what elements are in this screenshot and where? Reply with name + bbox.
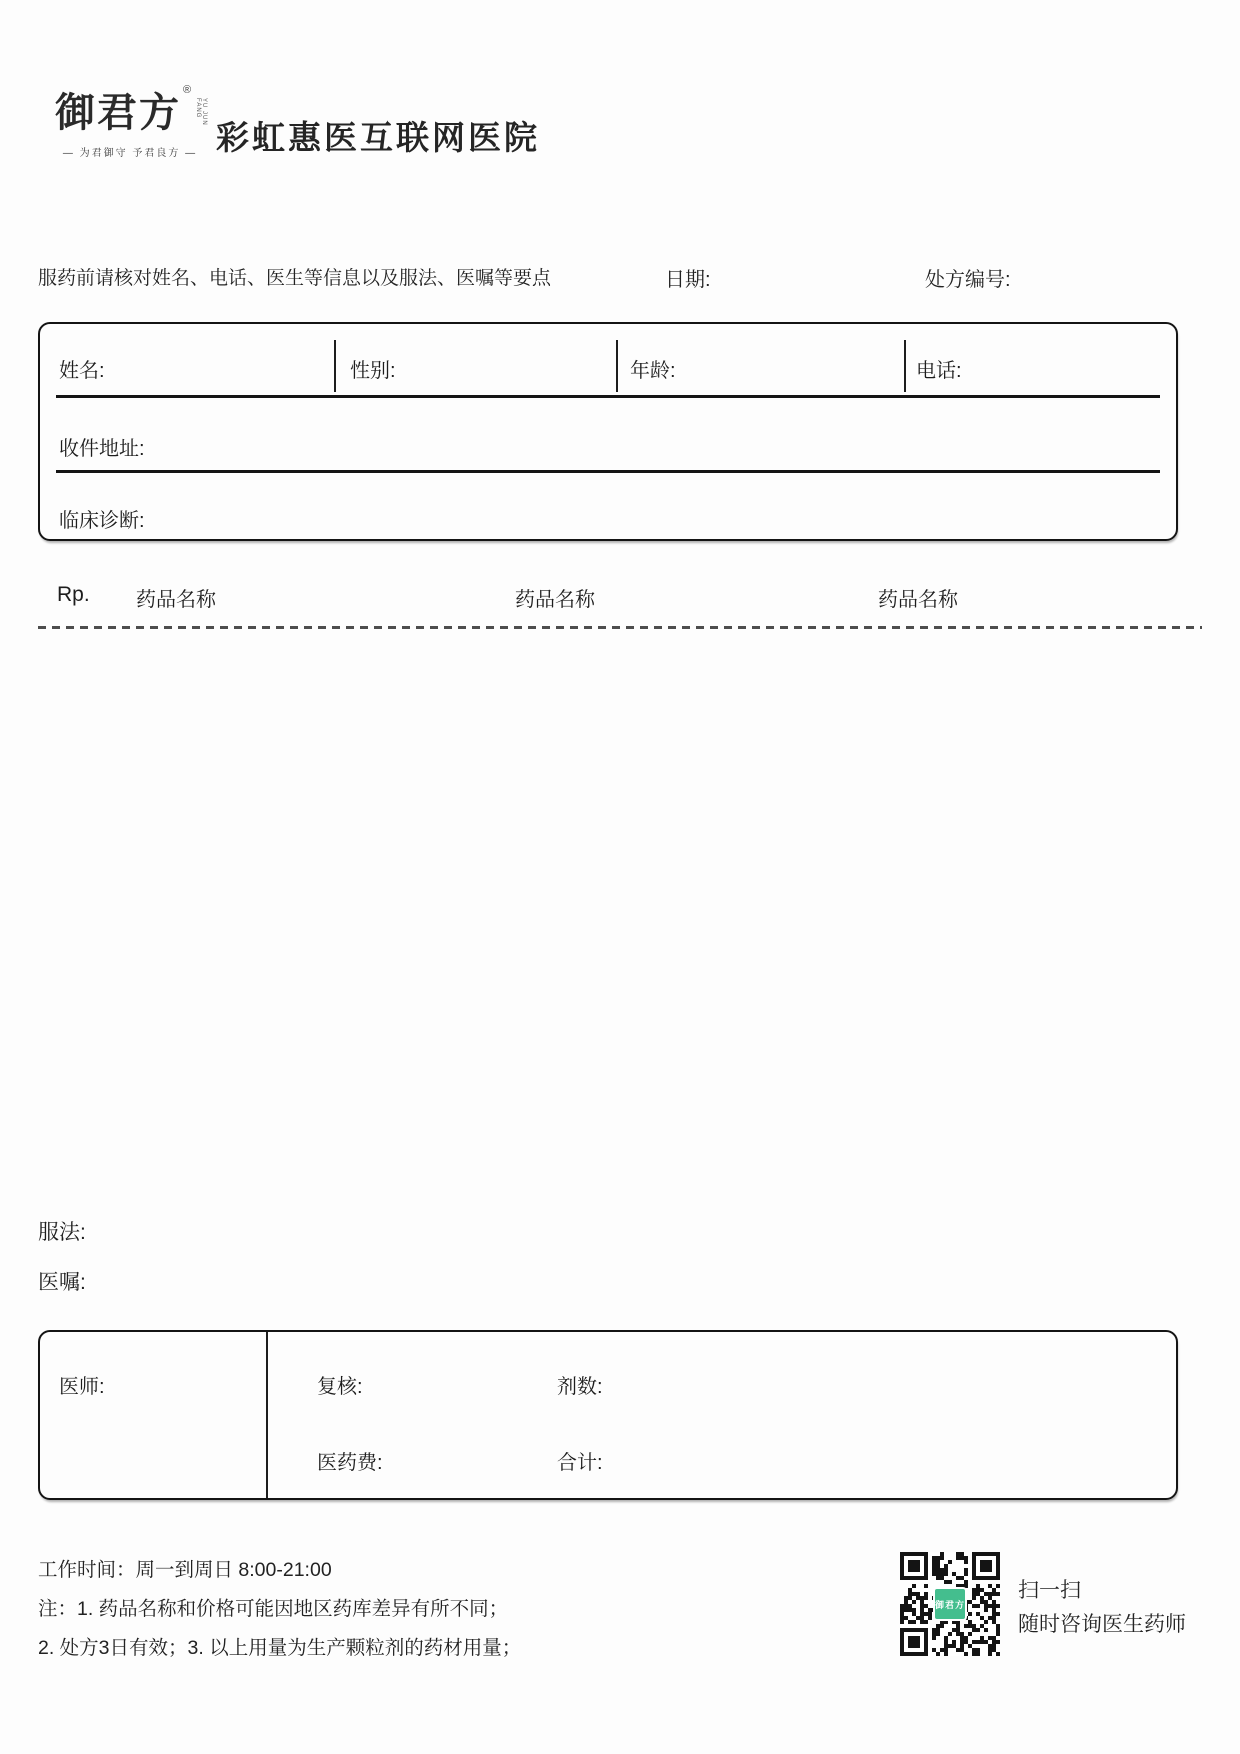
doctor-label: 医师:	[59, 1376, 105, 1398]
field-divider	[616, 340, 618, 392]
review-label: 复核:	[317, 1376, 363, 1398]
patient-gender-label: 性别:	[350, 360, 396, 382]
row-divider	[56, 395, 1160, 398]
patient-age-label: 年龄:	[630, 360, 676, 382]
drug-name-column-header: 药品名称	[515, 589, 595, 611]
hospital-name: 彩虹惠医互联网医院	[216, 119, 540, 156]
patient-name-label: 姓名:	[59, 360, 105, 382]
signoff-box	[38, 1330, 1178, 1500]
patient-phone-label: 电话:	[916, 360, 962, 382]
logo-wordmark: 御君方	[55, 89, 181, 136]
drug-name-column-header: 药品名称	[136, 589, 216, 611]
scan-description: 随时咨询医生药师	[1018, 1613, 1186, 1636]
rp-label: Rp.	[57, 583, 90, 606]
clinical-diagnosis-label: 临床诊断:	[59, 510, 145, 532]
medical-advice-label: 医嘱:	[38, 1271, 86, 1294]
drug-name-column-header: 药品名称	[878, 589, 958, 611]
patient-info-box	[38, 322, 1178, 541]
signoff-divider	[266, 1332, 268, 1498]
medicine-fee-label: 医药费:	[317, 1452, 383, 1474]
footer-note-line1: 注：1. 药品名称和价格可能因地区药库差异有所不同；	[38, 1598, 509, 1620]
shipping-address-label: 收件地址:	[59, 438, 145, 460]
scan-label: 扫一扫	[1018, 1579, 1081, 1602]
logo-pinyin-vertical: YU JUN FANG	[195, 98, 207, 126]
total-label: 合计:	[557, 1452, 603, 1474]
qr-code	[900, 1552, 1000, 1656]
footer-note-line2: 2. 处方3日有效；3. 以上用量为生产颗粒剂的药材用量；	[38, 1637, 522, 1659]
field-divider	[334, 340, 336, 392]
brand-logo	[55, 86, 205, 159]
verification-notice: 服药前请核对姓名、电话、医生等信息以及服法、医嘱等要点	[38, 268, 552, 289]
notice-row	[0, 263, 1240, 289]
dose-count-label: 剂数:	[557, 1376, 603, 1398]
prescription-separator-line	[38, 626, 1202, 629]
registered-trademark-icon: ®	[183, 84, 192, 96]
logo-tagline: — 为君御守 予君良方 —	[62, 148, 198, 159]
working-hours-text: 工作时间：周一到周日 8:00-21:00	[38, 1559, 332, 1581]
rx-number-label: 处方编号:	[925, 269, 1011, 291]
prescription-header-row	[0, 583, 1240, 609]
field-divider	[904, 340, 906, 392]
usage-label: 服法:	[38, 1221, 86, 1244]
date-label: 日期:	[665, 269, 711, 291]
qr-center-logo: 御君方	[933, 1587, 967, 1621]
row-divider	[56, 470, 1160, 473]
